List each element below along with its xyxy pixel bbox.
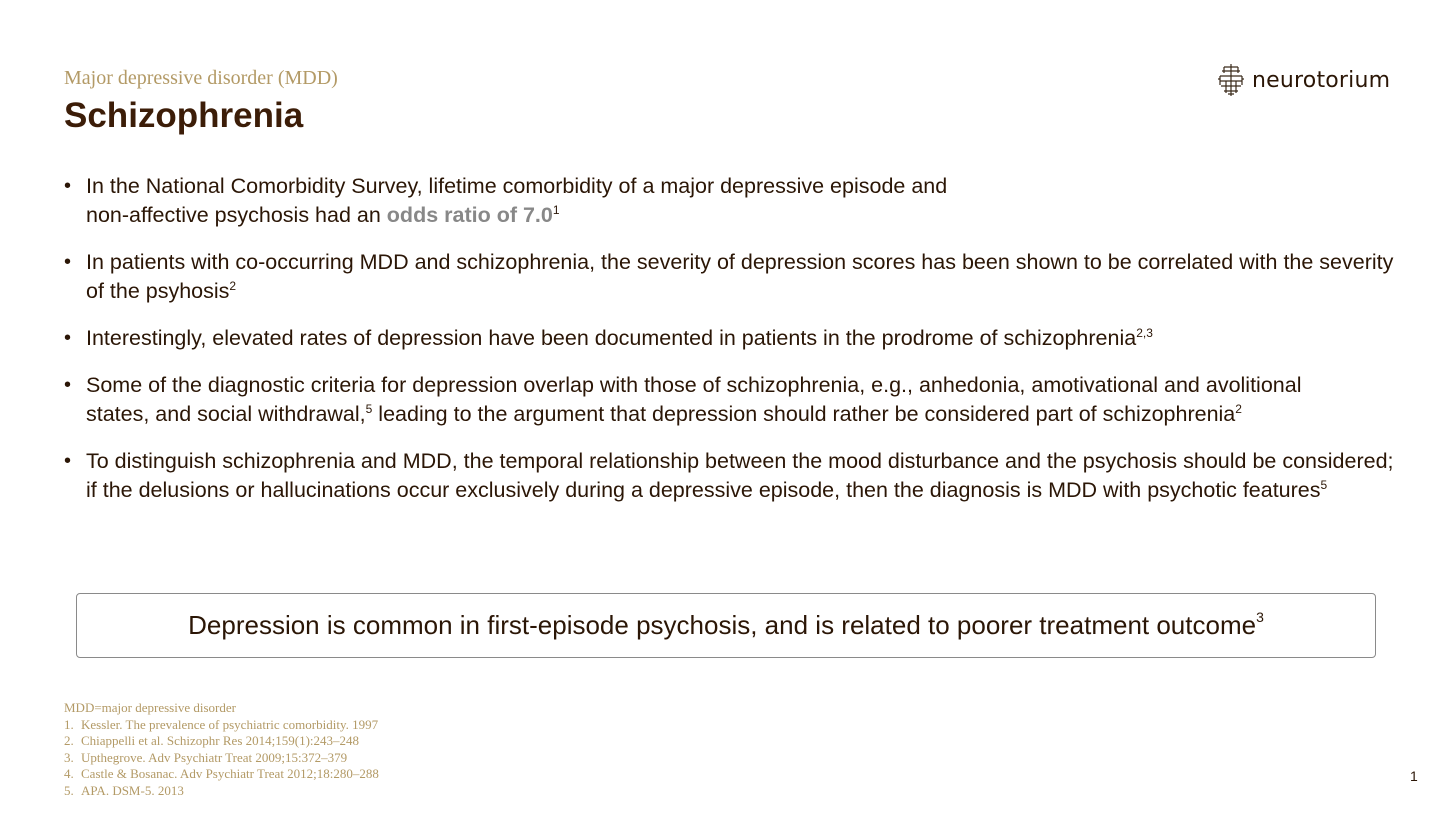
logo-text: neurotorium	[1252, 67, 1391, 93]
bullet-item	[64, 447, 1404, 505]
abbreviation-note: MDD=major depressive disorder	[64, 700, 236, 715]
reference-item	[64, 733, 379, 750]
key-message-box	[76, 593, 1376, 658]
bullet-2-text: In patients with co-occurring MDD and schizophrenia, the severity of depression scores has been shown to be correlated with the severity of the psyhosis	[86, 250, 1394, 303]
reference-text: Chiappelli et al. Schizophr Res 2014;159(1):243–248	[81, 733, 360, 748]
footnotes	[64, 700, 379, 799]
reference-marker: 2	[229, 279, 237, 293]
reference-text: Kessler. The prevalence of psychiatric comorbidity. 1997	[81, 716, 379, 732]
bullet-item	[64, 371, 1404, 429]
bullet-1-line1: In the National Comorbidity Survey, lifetime comorbidity of a major depressive episode and	[86, 174, 948, 198]
bullet-5-text: To distinguish schizophrenia and MDD, the temporal relationship between the mood disturbance and the psychosis should be considered; if the delusions or hallucinations occur exclusively during a depressive episode, then the diagnosis is MDD with psychotic features	[86, 449, 1394, 502]
neurotorium-logo[interactable]	[1216, 62, 1390, 98]
reference-marker: 1	[552, 203, 560, 217]
reference-text: Castle & Bosanac. Adv Psychiatr Treat 2012;18:280–288	[81, 766, 379, 781]
bullet-4-part2: leading to the argument that depression should rather be considered part of schizophrenia	[372, 402, 1236, 426]
reference-item	[64, 750, 379, 767]
bullet-1-line2: non-affective psychosis had an	[86, 203, 387, 227]
key-message-text	[188, 610, 1264, 641]
bullet-3-text: Interestingly, elevated rates of depression have been documented in patients in the prodrome of schizophrenia	[86, 326, 1137, 350]
reference-text: APA. DSM-5. 2013	[81, 782, 184, 798]
bullet-item	[64, 248, 1404, 306]
key-message-body: Depression is common in first-episode psychosis, and is related to poorer treatment outcome	[188, 610, 1257, 640]
reference-marker: 5	[1320, 478, 1328, 492]
page-number: 1	[1410, 768, 1418, 784]
reference-item	[64, 783, 379, 800]
reference-marker: 3	[1256, 609, 1264, 625]
reference-marker: 5	[365, 402, 373, 416]
neurotorium-logo-icon	[1216, 63, 1246, 97]
odds-ratio-highlight: odds ratio of 7.0	[386, 203, 553, 227]
reference-text: Upthegrove. Adv Psychiatr Treat 2009;15:372–379	[81, 749, 348, 765]
reference-marker: 2	[1235, 402, 1242, 416]
reference-marker: 2,3	[1136, 326, 1153, 340]
bullet-item	[64, 172, 1404, 230]
reference-item	[64, 717, 379, 734]
bullet-list	[64, 172, 1404, 523]
reference-number: 3.	[64, 749, 74, 765]
reference-number: 1.	[64, 716, 74, 732]
reference-item	[64, 766, 379, 783]
reference-number: 2.	[64, 733, 74, 748]
section-title: Major depressive disorder (MDD)	[64, 67, 338, 89]
bullet-4-part1: Some of the diagnostic criteria for depression overlap with those of schizophrenia, e.g., anhedonia, amotivational and avolitional states, and social withdrawal,	[86, 373, 1302, 426]
slide-title: Schizophrenia	[64, 96, 304, 135]
bullet-item	[64, 324, 1404, 353]
reference-number: 4.	[64, 766, 74, 781]
reference-number: 5.	[64, 782, 74, 798]
